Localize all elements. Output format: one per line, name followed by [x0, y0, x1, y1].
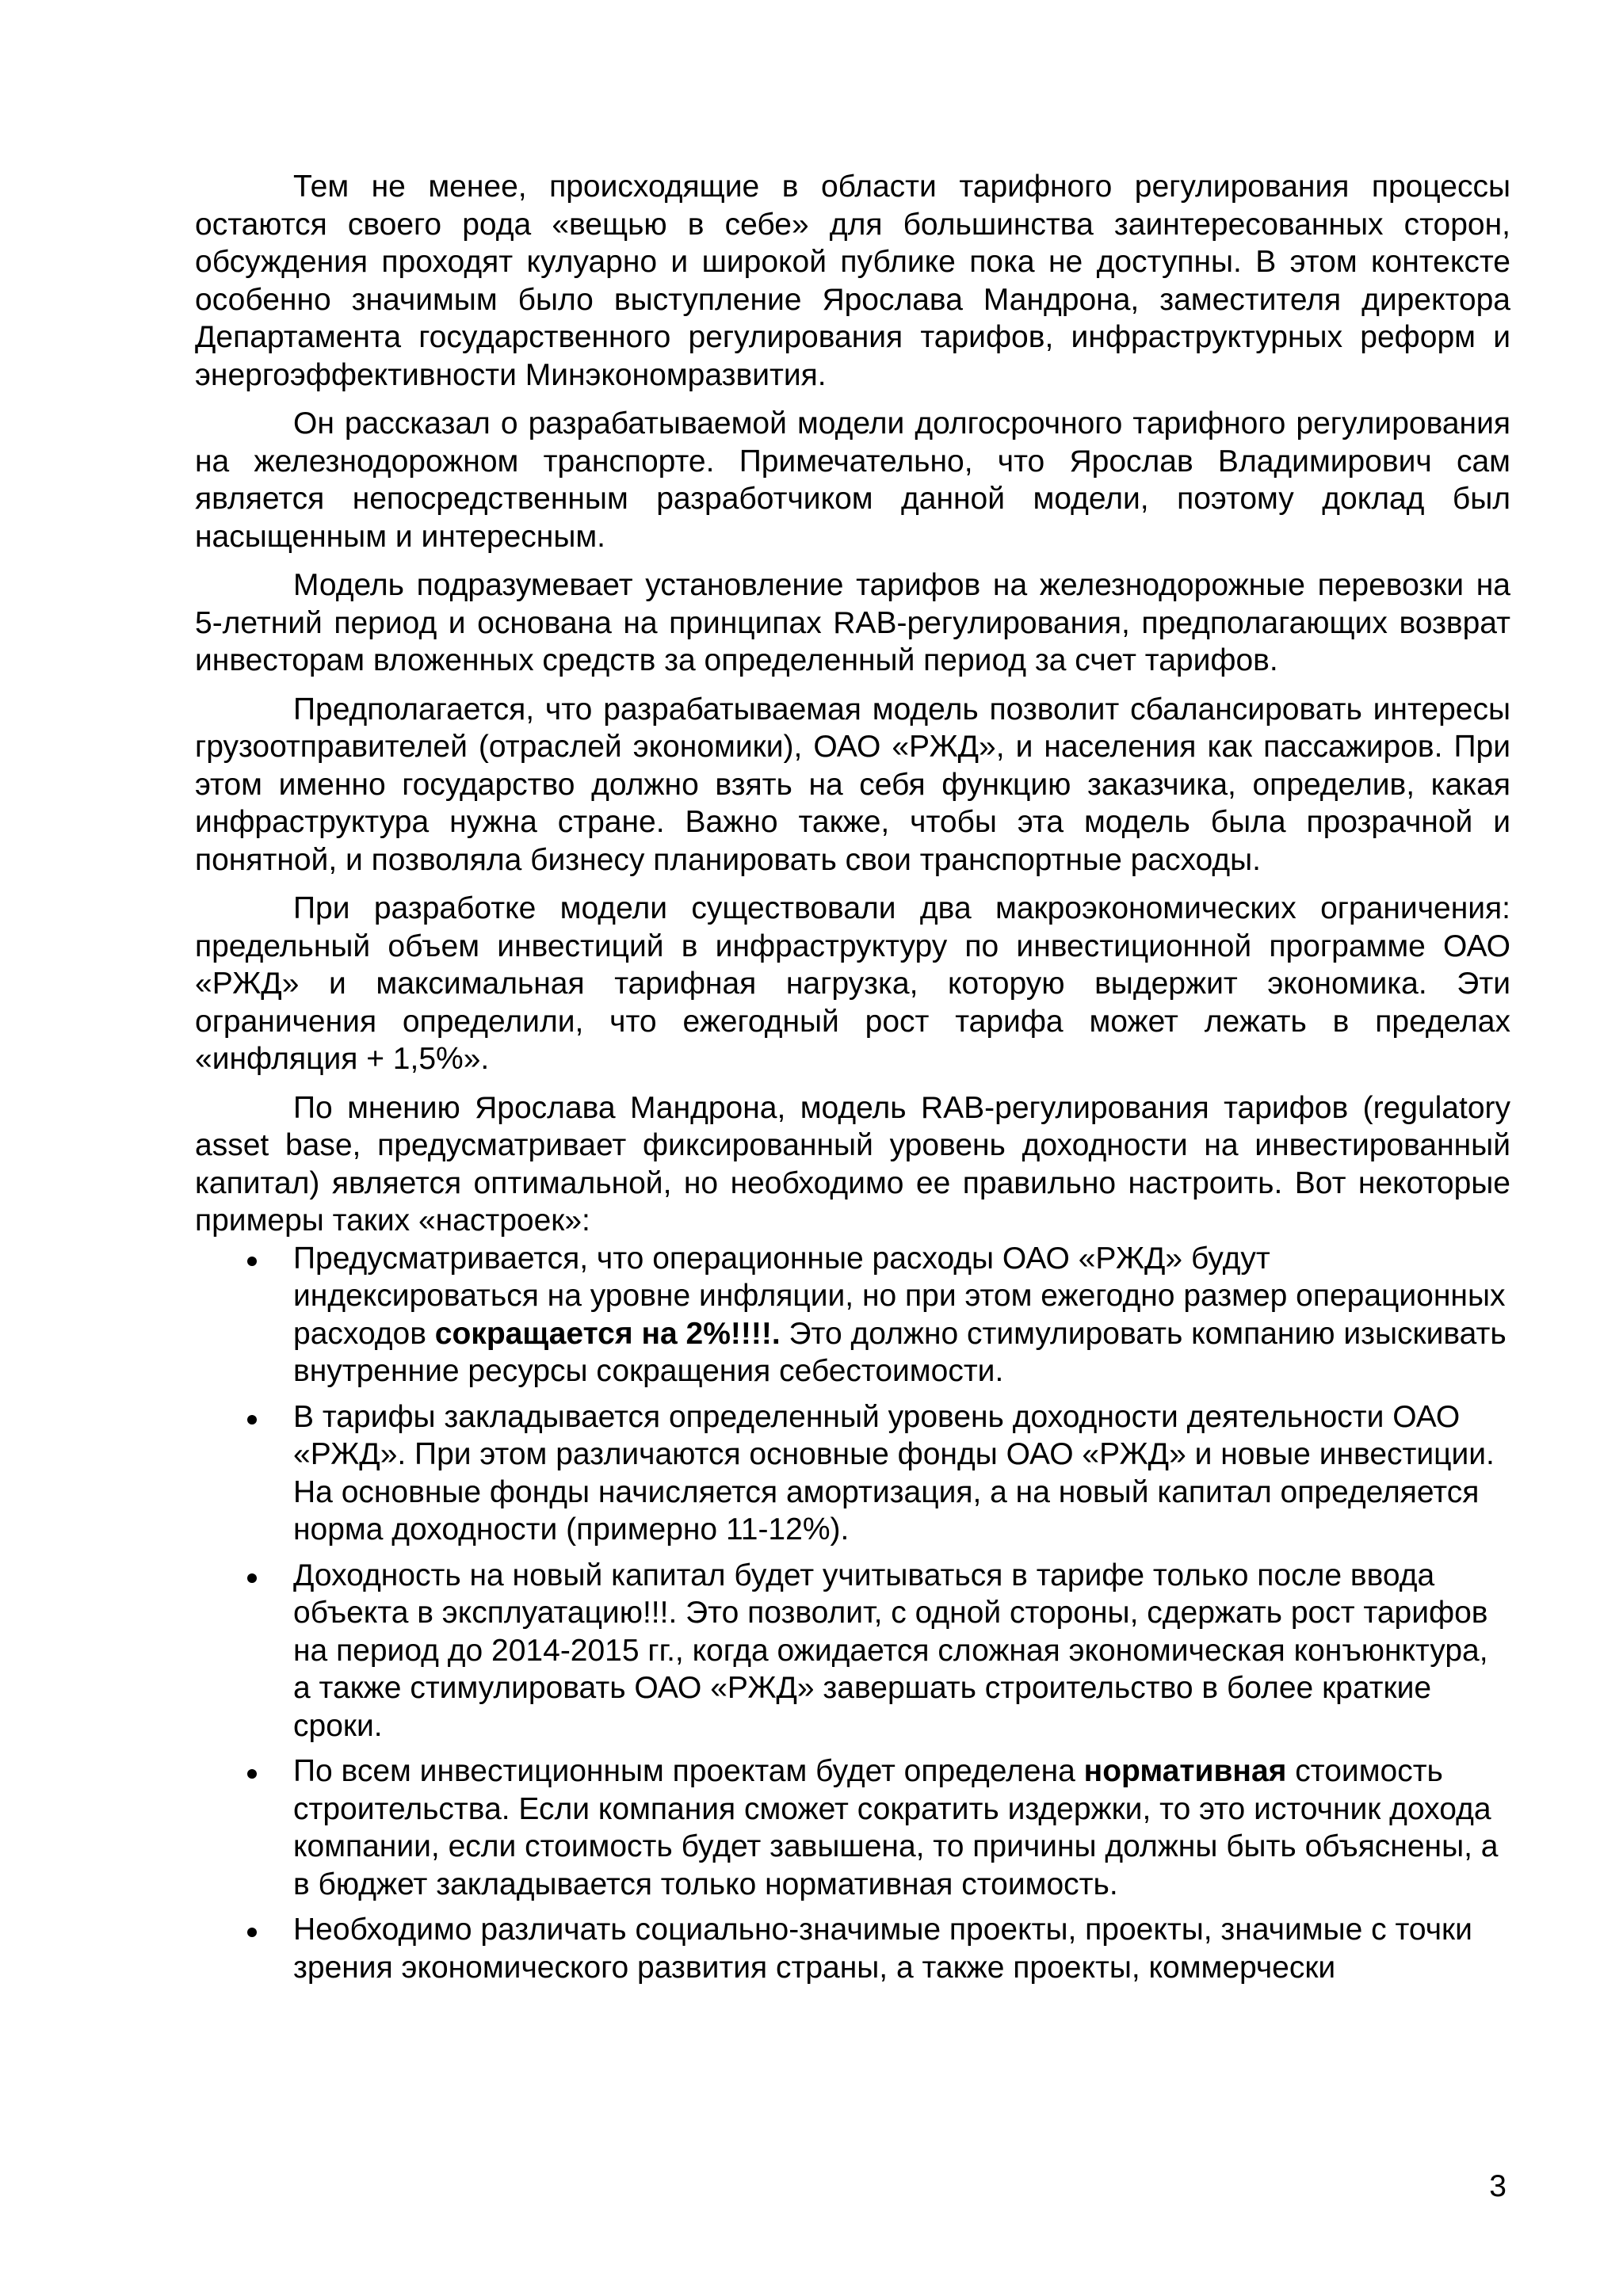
bullet-1-text-end: Это должно стимулировать компанию изыскивать внутренние ресурсы сокращения себестоимости. [293, 1316, 1507, 1388]
paragraph-4: Предполагается, что разрабатываемая модель позволит сбалансировать интересы грузоотправителей (отраслей экономики), ОАО «РЖД», и населения как пассажиров. При этом именно государство должно взять на себя функцию заказчика, определив, какая инфраструктура нужна стране. Важно также, чтобы эта модель была прозрачной и понятной, и позволяла бизнесу планировать свои транспортные расходы. [195, 692, 1510, 877]
bullet-icon [247, 1769, 257, 1779]
paragraph-6: По мнению Ярослава Мандрона, модель RAB-регулирования тарифов (regulatory asset base, предусматривает фиксированный уровень доходности на инвестированный капитал) является оптимальной, но необходимо ее правильно настроить. Вот некоторые примеры таких «настроек»: [195, 1090, 1510, 1238]
bullet-4-text-end: стоимость строительства. Если компания сможет сократить издержки, то это источник дохода компании, если стоимость будет завышена, то причины должны быть объяснены, а в бюджет закладывается только нормативная стоимость. [293, 1754, 1499, 1901]
list-item [195, 1557, 1510, 1745]
bullet-4-bold: нормативная [1083, 1754, 1287, 1788]
bullet-icon [247, 1928, 257, 1937]
bullet-5-text: Необходимо различать социально-значимые проекты, проекты, значимые с точки зрения экономического развития страны, а также проекты, коммерчески [293, 1913, 1472, 1985]
list-item [195, 1240, 1510, 1390]
bullet-1-text: Предусматривается, что операционные расходы ОАО «РЖД» будут индексироваться на уровне инфляции, но при этом ежегодно размер операционных расходов [293, 1241, 1506, 1351]
list-item [195, 1398, 1510, 1549]
list-item [195, 1911, 1510, 1986]
paragraph-5: При разработке модели существовали два макроэкономических ограничения: предельный объем инвестиций в инфраструктуру по инвестиционной программе ОАО «РЖД» и максимальная тарифная нагрузка, которую выдержит экономика. Эти ограничения определили, что ежегодный рост тарифа может лежать в пределах «инфляция + 1,5%». [195, 891, 1510, 1076]
bullet-2-text: В тарифы закладывается определенный уровень доходности деятельности ОАО «РЖД». При этом различаются основные фонды ОАО «РЖД» и новые инвестиции. На основные фонды начисляется амортизация, а на новый капитал определяется норма доходности (примерно 11-12%). [293, 1399, 1495, 1547]
paragraph-3: Модель подразумевает установление тарифов на железнодорожные перевозки на 5-летний период и основана на принципах RAB-регулирования, предполагающих возврат инвесторам вложенных средств за определенный период за счет тарифов. [195, 568, 1510, 677]
document-body [195, 168, 1510, 1994]
page-number: 3 [1489, 2169, 1507, 2203]
bullet-icon [247, 1257, 257, 1266]
paragraph-2: Он рассказал о разрабатываемой модели долгосрочного тарифного регулирования на железнодорожном транспорте. Примечательно, что Ярослав Владимирович сам является непосредственным разработчиком данной модели, поэтому доклад был насыщенным и интересным. [195, 406, 1510, 554]
bullet-1-bold: сокращается на 2%!!!!. [434, 1316, 781, 1351]
bullet-icon [247, 1415, 257, 1425]
paragraph-1: Тем не менее, происходящие в области тарифного регулирования процессы остаются своего рода «вещью в себе» для большинства заинтересованных сторон, обсуждения проходят кулуарно и широкой публике пока не доступны. В этом контексте особенно значимым было выступление Ярослава Мандрона, заместителя директора Департамента государственного регулирования тарифов, инфраструктурных реформ и энергоэффективности Минэкономразвития. [195, 170, 1510, 392]
bullet-3-text: Доходность на новый капитал будет учитываться в тарифе только после ввода объекта в эксплуатацию!!!. Это позволит, с одной стороны, сдержать рост тарифов на период до 2014-2015 гг., когда ожидается сложная экономическая конъюнктура, а также стимулировать ОАО «РЖД» завершать строительство в более краткие сроки. [293, 1558, 1488, 1743]
bullet-4-text: По всем инвестиционным проектам будет определена [293, 1754, 1084, 1788]
list-item [195, 1753, 1510, 1903]
bullet-icon [247, 1573, 257, 1583]
bullet-list [195, 1240, 1510, 1987]
